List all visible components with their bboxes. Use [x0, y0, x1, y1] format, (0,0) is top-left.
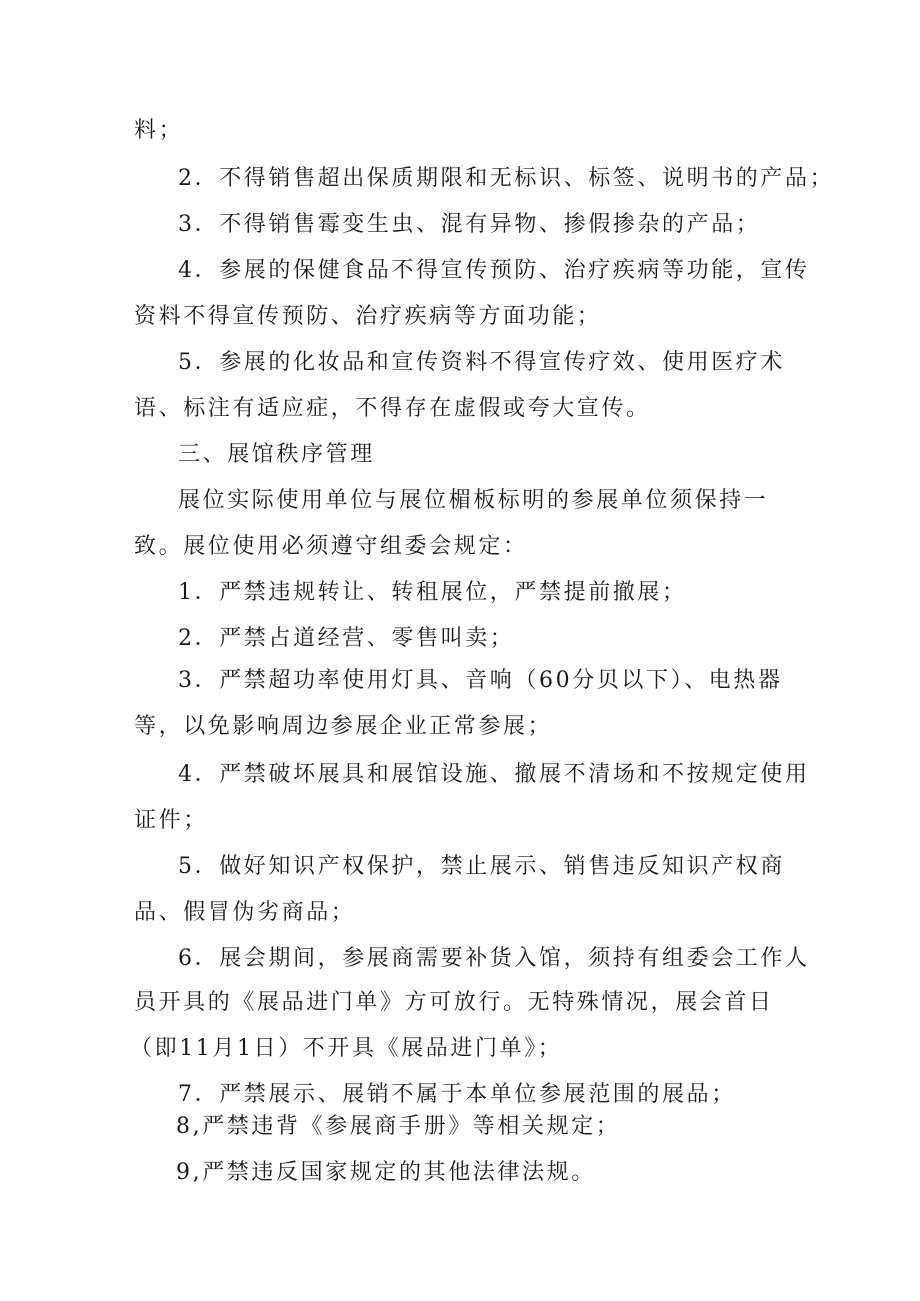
- text-line: 员开具的《展品进门单》方可放行。无特殊情况，展会首日: [134, 990, 774, 1015]
- text-line: 证件；: [134, 808, 208, 833]
- text-line: 7．严禁展示、展销不属于本单位参展范围的展品；: [178, 1082, 736, 1107]
- text-line: 2．严禁占道经营、零售叫卖；: [178, 626, 515, 651]
- text-line: 资料不得宣传预防、治疗疾病等方面功能；: [134, 304, 602, 329]
- text-line: 语、标注有适应症，不得存在虚假或夸大宣传。: [134, 396, 651, 421]
- text-line: 3．不得销售霉变生虫、混有异物、掺假掺杂的产品；: [178, 212, 761, 237]
- text-line: 6．展会期间，参展商需要补货入馆，须持有组委会工作人: [178, 946, 810, 971]
- text-line: 品、假冒伪劣商品；: [134, 900, 356, 925]
- text-line: 5．参展的化妆品和宣传资料不得宣传疗效、使用医疗术: [178, 350, 785, 375]
- section-heading: 三、展馆秩序管理: [178, 442, 375, 467]
- text-line: 2．不得销售超出保质期限和无标识、标签、说明书的产品；: [178, 166, 835, 191]
- text-line: 4．参展的保健食品不得宣传预防、治疗疾病等功能，宣传: [178, 258, 810, 283]
- text-line: （即11月1日）不开具《展品进门单》；: [130, 1036, 563, 1061]
- text-line: 9,严禁违反国家规定的其他法律法规。: [176, 1160, 596, 1185]
- text-line: 5．做好知识产权保护，禁止展示、销售违反知识产权商: [178, 854, 785, 879]
- text-line: 8,严禁违背《参展商手册》等相关规定；: [176, 1114, 621, 1139]
- text-line: 4．严禁破坏展具和展馆设施、撤展不清场和不按规定使用: [178, 762, 810, 787]
- text-line: 展位实际使用单位与展位楣板标明的参展单位须保持一: [178, 488, 769, 513]
- text-line: 致。展位使用必须遵守组委会规定：: [134, 534, 528, 559]
- text-line: 3．严禁超功率使用灯具、音响（60分贝以下）、电热器: [178, 668, 783, 693]
- text-line: 1．严禁违规转让、转租展位，严禁提前撤展；: [178, 580, 687, 605]
- text-line: 等，以免影响周边参展企业正常参展；: [134, 714, 553, 739]
- text-line: 料；: [134, 118, 184, 143]
